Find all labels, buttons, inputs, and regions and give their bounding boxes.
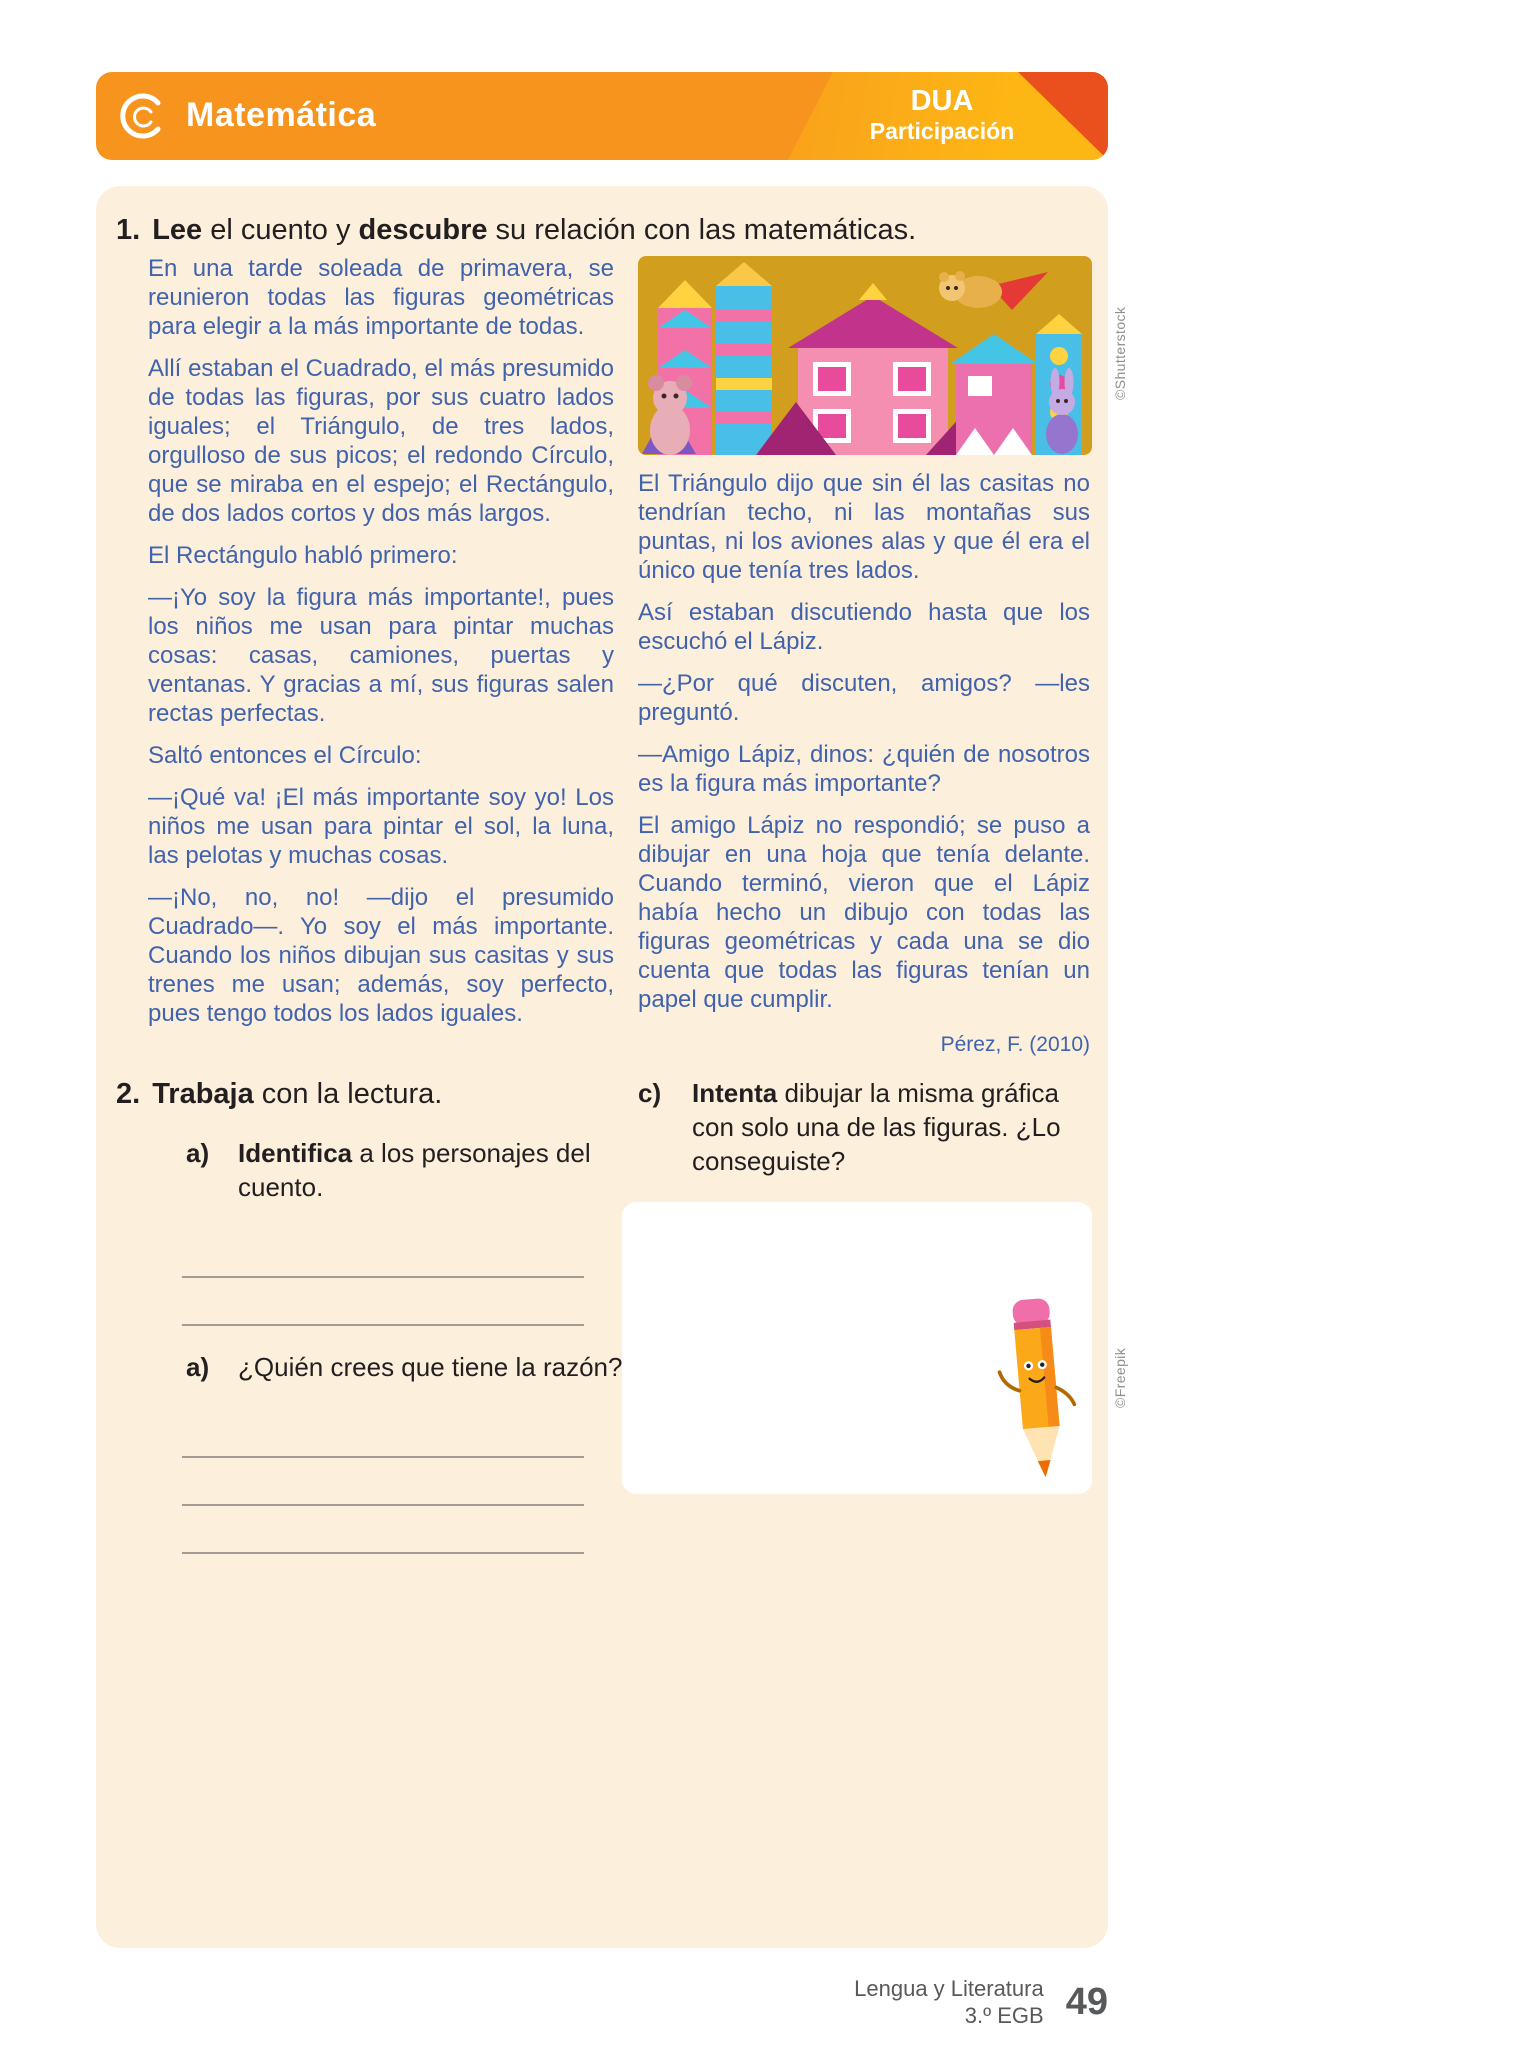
item-a1-label: a) (186, 1138, 210, 1168)
item-c-text: dibujar la misma gráfica con solo una de las figuras. ¿Lo conseguiste? (692, 1078, 1061, 1176)
page-header (96, 72, 1108, 160)
geometric-city-scene (638, 256, 1092, 455)
story-paragraph: El Triángulo dijo que sin él las casitas no tendrían techo, ni las montañas sus puntas, ni los aviones alas y que él era el único que tenía tres lados. (638, 470, 1090, 584)
activity2-item-a1 (186, 1136, 638, 1204)
item-c-label: c) (638, 1078, 662, 1108)
story-paragraph: —¿Por qué discuten, amigos? —les preguntó. (638, 670, 1090, 726)
dua-badge (822, 85, 1062, 144)
image-credit-freepik: ©Freepik (1112, 1347, 1128, 1408)
story-left-column (148, 254, 614, 1041)
story-paragraph: Saltó entonces el Círculo: (148, 742, 422, 769)
dua-label: DUA (910, 85, 974, 117)
activity2-title (116, 1076, 636, 1112)
activity1-verb-lee: Lee (152, 214, 203, 246)
pencil-character-icon (992, 1292, 1084, 1488)
item-a1-text: a los personajes del cuento. (238, 1138, 591, 1202)
page-footer (96, 1975, 1108, 2029)
story-paragraph: —Amigo Lápiz, dinos: ¿quién de nosotros es la figura más importante? (638, 741, 1090, 797)
image-credit-shutterstock: ©Shutterstock (1112, 306, 1128, 400)
activity2-text-tail: con la lectura. (253, 1078, 443, 1110)
story-paragraph: El amigo Lápiz no respondió; se puso a dibujar en una hoja que tenía delante. Cuando terminó, vieron que el Lápiz había hecho un dibujo con todas las figuras geométricas y cada una se dio cuenta que todas las figuras tenían un papel que cumplir. (638, 812, 1090, 1013)
answer-line[interactable] (182, 1458, 584, 1506)
answer-line[interactable] (182, 1278, 584, 1326)
story-paragraph: En una tarde soleada de primavera, se reunieron todas las figuras geométricas para elegir a la más importante de todas. (148, 255, 614, 340)
activity1-text-mid: el cuento y (202, 214, 359, 246)
activity1-verb-descubre: descubre (358, 214, 488, 246)
answer-lines-a2 (116, 1410, 636, 1554)
activity2-item-c (638, 1076, 1108, 1178)
story-paragraph: —¡No, no, no! —dijo el presumido Cuadrado—. Yo soy el más importante. Cuando los niños dibujan sus casitas y sus trenes me usan; además, soy perfecto, pues tengo todos los lados iguales. (148, 884, 614, 1027)
activity1-title (116, 212, 1076, 248)
story-paragraph: Allí estaban el Cuadrado, el más presumido de todas las figuras, por sus cuatro lados iguales; el Triángulo, de tres lados, orgulloso de sus picos; el redondo Círculo, que se miraba en el espejo; el Rectángulo, de dos lados cortos y dos más largos. (148, 355, 614, 527)
item-a1-verb: Identifica (238, 1138, 353, 1168)
story-paragraph: Así estaban discutiendo hasta que los escuchó el Lápiz. (638, 599, 1090, 655)
answer-line[interactable] (182, 1230, 584, 1278)
story-right-column (638, 469, 1090, 1072)
page-number: 49 (1065, 1980, 1108, 2023)
activity2-number: 2. (116, 1078, 141, 1110)
item-c-verb: Intenta (692, 1078, 778, 1108)
content-panel (96, 186, 1108, 1948)
answer-line[interactable] (182, 1410, 584, 1458)
activity2-right-column (638, 1076, 1108, 1494)
subject-title: Matemática (186, 96, 377, 134)
item-a2-label: a) (186, 1352, 210, 1382)
activity1-number: 1. (116, 214, 141, 246)
story-paragraph: —¡Yo soy la figura más importante!, pues los niños me usan para pintar muchas cosas: casas, camiones, puertas y ventanas. Y gracias a mí, sus figuras salen rectas perfectas. (148, 584, 614, 727)
drawing-box[interactable] (622, 1202, 1092, 1494)
story-paragraph: —¡Qué va! ¡El más importante soy yo! Los niños me usan para pintar el sol, la luna, las pelotas y muchas cosas. (148, 784, 614, 869)
story-attribution: Pérez, F. (2010) (940, 1033, 1090, 1056)
participacion-label: Participación (869, 118, 1015, 144)
activity1-text-tail: su relación con las matemáticas. (487, 214, 917, 246)
footer-series: Lengua y Literatura (854, 1976, 1044, 2001)
activity2-item-a2 (186, 1350, 638, 1384)
activity2-left-column (116, 1076, 636, 1554)
brand-c-icon (118, 90, 170, 142)
story-paragraph: El Rectángulo habló primero: (148, 542, 458, 569)
story-illustration (638, 256, 1092, 455)
item-a2-text: ¿Quién crees que tiene la razón? (238, 1352, 623, 1382)
answer-lines-a1 (116, 1230, 636, 1326)
answer-line[interactable] (182, 1506, 584, 1554)
footer-grade: 3.º EGB (964, 2003, 1044, 2028)
activity2-verb: Trabaja (152, 1078, 254, 1110)
footer-book-info (854, 1975, 1044, 2029)
